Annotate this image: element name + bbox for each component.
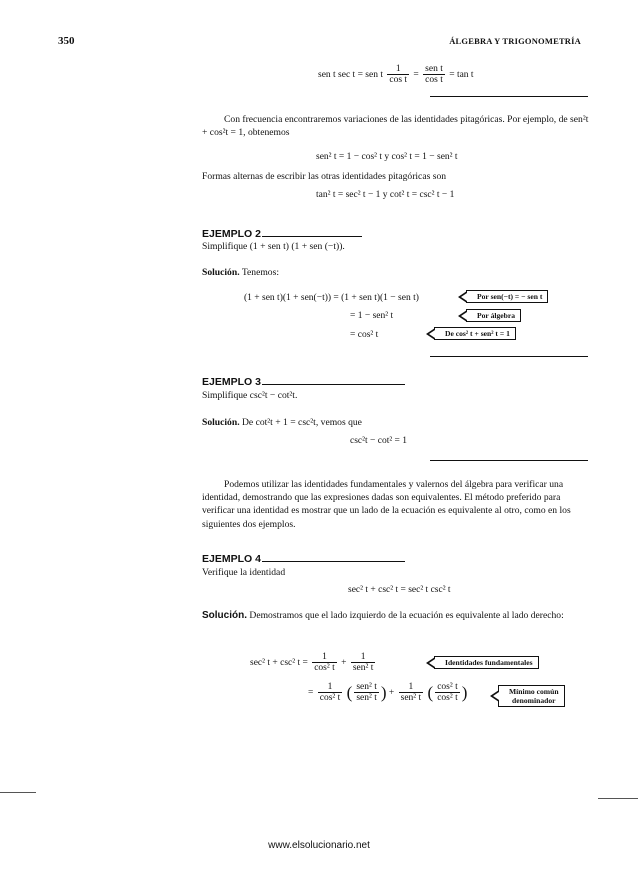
ejemplo-2-note-1: Por sen(−t) = − sen t <box>466 290 548 303</box>
section-end-rule <box>430 96 588 97</box>
ejemplo-2-solution <box>202 266 279 279</box>
top-eq-frac1-num: 1 <box>387 64 409 75</box>
frac-one-over-sen2 <box>399 682 424 704</box>
frac-num: sen² t <box>356 682 377 692</box>
ejemplo-4-solution <box>202 609 590 622</box>
ejemplo-3-solution-text: De cot²t + 1 = csc²t, vemos que <box>242 417 362 428</box>
top-eq-frac2-den: cos t <box>425 75 443 85</box>
alternate-forms-paragraph: Formas alternas de escribir las otras identidades pitagóricas son <box>202 171 447 182</box>
ejemplo-3-end-rule <box>430 460 588 461</box>
pythagorean-variants-2: tan² t = sec² t − 1 y cot² t = csc² t − 1 <box>316 190 455 200</box>
top-eq-equals: = <box>413 70 419 81</box>
equals-sign: = <box>308 688 314 699</box>
ejemplo-4-note-2 <box>498 685 565 707</box>
running-title: ÁLGEBRA Y TRIGONOMETRÍA <box>449 36 581 46</box>
frac-one-over-cos2 <box>318 682 343 704</box>
left-paren: ( <box>427 683 434 702</box>
page-number: 350 <box>58 35 75 47</box>
top-eq-fraction-1 <box>387 64 409 86</box>
ejemplo-2-step-2: = 1 − sen² t <box>350 311 394 321</box>
note-line-2: denominador <box>512 696 556 705</box>
ejemplo-3-statement: Simplifique csc²t − cot²t. <box>202 390 298 401</box>
top-equation <box>318 64 474 86</box>
scan-edge-mark <box>0 792 36 793</box>
ejemplo-4-eq-line-2 <box>308 682 467 704</box>
frac-num: 1 <box>318 682 343 693</box>
ejemplo-2-heading-line <box>262 236 362 237</box>
ejemplo-4-identity: sec² t + csc² t = sec² t csc² t <box>348 585 451 595</box>
frac-num: cos² t <box>437 682 458 692</box>
plus-sign: + <box>388 688 395 699</box>
right-paren: ) <box>461 683 468 702</box>
top-eq-frac1-den: cos t <box>389 75 408 85</box>
frac-num: 1 <box>312 652 337 663</box>
ejemplo-2-statement: Simplifique (1 + sen t) (1 + sen (−t)). <box>202 241 345 252</box>
note-line-1: Mínimo común <box>509 687 559 696</box>
frac-num: 1 <box>351 652 376 663</box>
frac-cos2-over-cos2 <box>435 682 460 704</box>
frac-one-over-sen2 <box>351 652 376 674</box>
top-eq-lhs: sen t sec t = sen t <box>318 70 383 81</box>
ejemplo-2-note-2: Por álgebra <box>466 309 521 322</box>
ejemplo-2-step-1: (1 + sen t)(1 + sen(−t)) = (1 + sen t)(1 − sen t) <box>244 293 419 303</box>
right-paren: ) <box>380 683 387 702</box>
top-eq-fraction-2 <box>423 64 445 86</box>
ejemplo-4-statement: Verifique la identidad <box>202 567 286 578</box>
scan-edge-mark <box>598 798 638 799</box>
ejemplo-2-solution-label: Solución. <box>202 267 240 278</box>
ejemplo-4-solution-label: Solución. <box>202 610 247 621</box>
frac-one-over-cos2 <box>312 652 337 674</box>
ejemplo-4-solution-text: Demostramos que el lado izquierdo de la ecuación es equivalente al lado derecho: <box>249 610 564 621</box>
top-eq-frac2-num: sen t <box>425 64 443 74</box>
frac-num: 1 <box>399 682 424 693</box>
frac-den: cos² t <box>314 663 335 673</box>
frac-den: cos² t <box>437 693 458 703</box>
ejemplo-4-lhs: sec² t + csc² t = <box>250 658 308 669</box>
ejemplo-4-note-1: Identidades fundamentales <box>434 656 539 669</box>
top-eq-rhs: = tan t <box>449 70 474 81</box>
ejemplo-4-eq-line-1 <box>250 652 377 674</box>
pythagorean-variants-1: sen² t = 1 − cos² t y cos² t = 1 − sen² t <box>316 152 458 162</box>
ejemplo-4-heading: EJEMPLO 4 <box>202 553 261 565</box>
plus-sign: + <box>341 658 347 669</box>
ejemplo-3-heading: EJEMPLO 3 <box>202 376 261 388</box>
ejemplo-2-step-3: = cos² t <box>350 330 379 340</box>
intro-paragraph: Con frecuencia encontraremos variaciones de las identidades pitagóricas. Por ejemplo, de sen²t + cos²t = 1, obtenemos <box>202 114 589 139</box>
ejemplo-4-heading-line <box>262 561 405 562</box>
footer-url[interactable]: www.elsolucionario.net <box>268 840 370 851</box>
frac-den: sen² t <box>352 663 374 673</box>
ejemplo-3-solution <box>202 416 362 429</box>
frac-den: cos² t <box>319 693 341 703</box>
frac-den: sen² t <box>356 693 377 703</box>
frac-sen2-over-sen2 <box>354 682 379 704</box>
ejemplo-2-note-3: De cos² t + sen² t = 1 <box>434 327 516 340</box>
ejemplo-3-solution-label: Solución. <box>202 417 240 428</box>
ejemplo-2-solution-text: Tenemos: <box>241 267 279 278</box>
ejemplo-3-heading-line <box>262 384 405 385</box>
method-paragraph: Podemos utilizar las identidades fundamentales y valernos del álgebra para verificar una identidad, demostrando que las expresiones dadas son equivalentes. El método preferido para verificar una identidad es mostrar que un lado de la ecuación es equivalente al otro, como en los siguientes dos ejemplos. <box>202 479 571 530</box>
frac-den: sen² t <box>400 693 422 703</box>
ejemplo-2-heading: EJEMPLO 2 <box>202 228 261 240</box>
ejemplo-3-result: csc²t − cot² = 1 <box>350 436 408 446</box>
ejemplo-2-end-rule <box>430 356 588 357</box>
left-paren: ( <box>346 683 353 702</box>
